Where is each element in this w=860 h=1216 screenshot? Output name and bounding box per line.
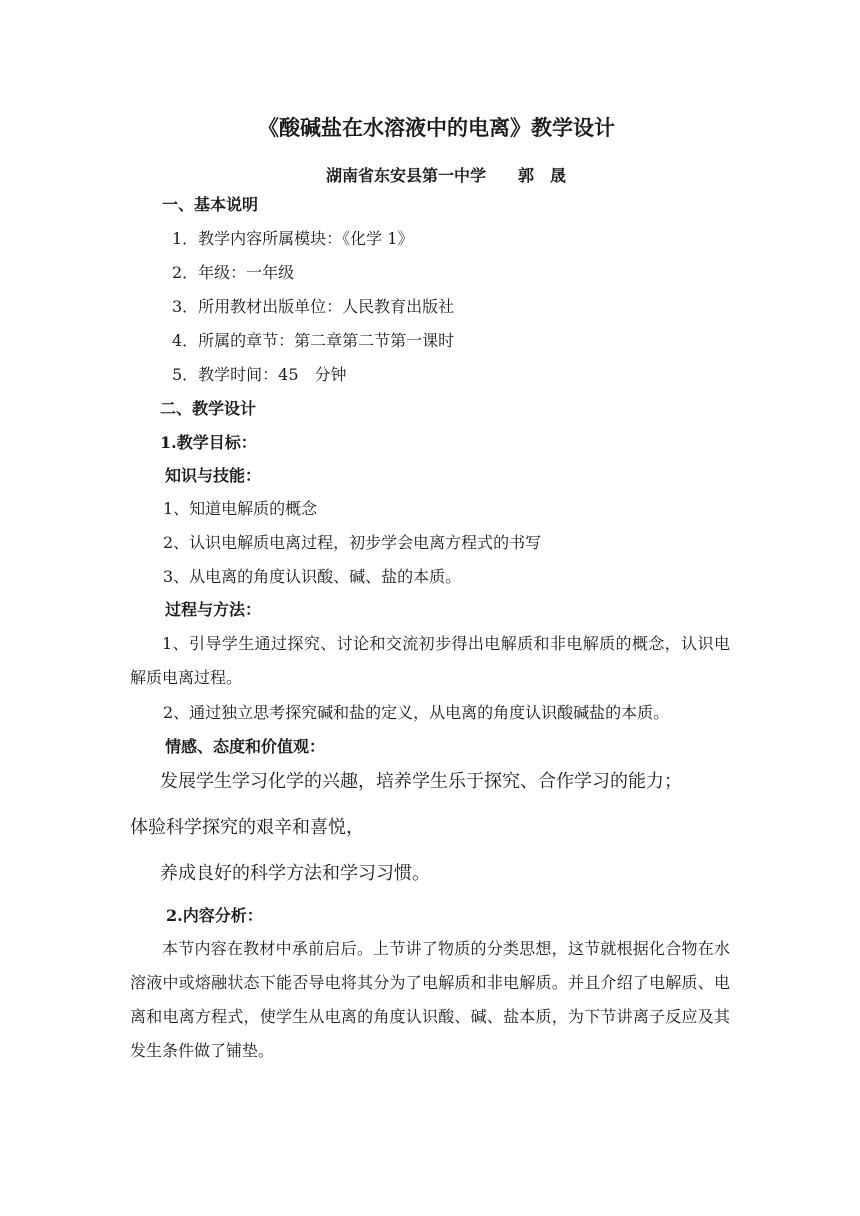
section2-heading: 二、教学设计 [160,399,257,418]
emotion-line: 养成良好的科学方法和学习习惯。 [160,863,430,884]
knowledge-item: 1、知道电解质的概念 [163,499,318,518]
section1-item: 1．教学内容所属模块：《化学 1》 [172,229,414,248]
section1-heading: 一、基本说明 [162,195,259,214]
emotion-line: 发展学生学习化学的兴趣，培养学生乐于探究、合作学习的能力； [160,771,682,792]
teaching-goals-heading: 1.教学目标： [160,433,257,452]
author-line: 湖南省东安县第一中学 郭 晟 [326,166,567,185]
knowledge-item: 2、认识电解质电离过程，初步学会电离方程式的书写 [163,533,542,552]
process-item-2: 2、通过独立思考探究碱和盐的定义，从电离的角度认识酸碱盐的本质。 [163,703,670,722]
section1-item: 3．所用教材出版单位：人民教育出版社 [172,297,455,316]
section1-item: 5．教学时间：45 分钟 [172,365,347,384]
content-analysis-paragraph: 本节内容在教材中承前启后。上节讲了物质的分类思想，这节就根据化合物在水溶液中或熔融状态下能否导电将其分为了电解质和非电解质。并且介绍了电解质、电离和电离方程式，使学生从电离的角度认识酸、碱、盐本质，为下节讲离子反应及其发生条件做了铺垫。 [130,939,730,1060]
document-title: 《酸碱盐在水溶液中的电离》教学设计 [258,115,615,140]
emotion-heading: 情感、态度和价值观： [165,737,326,756]
knowledge-heading: 知识与技能： [165,466,262,485]
emotion-line: 体验科学探究的艰辛和喜悦， [130,817,364,838]
section1-item: 2．年级：一年级 [172,263,295,282]
process-heading: 过程与方法： [165,600,262,619]
section1-item: 4．所属的章节：第二章第二节第一课时 [172,331,455,350]
knowledge-item: 3、从电离的角度认识酸、碱、盐的本质。 [163,567,462,586]
content-analysis-heading: 2.内容分析： [166,906,263,925]
process-item-1: 1、引导学生通过探究、讨论和交流初步得出电解质和非电解质的概念，认识电解质电离过程。 [130,634,730,687]
